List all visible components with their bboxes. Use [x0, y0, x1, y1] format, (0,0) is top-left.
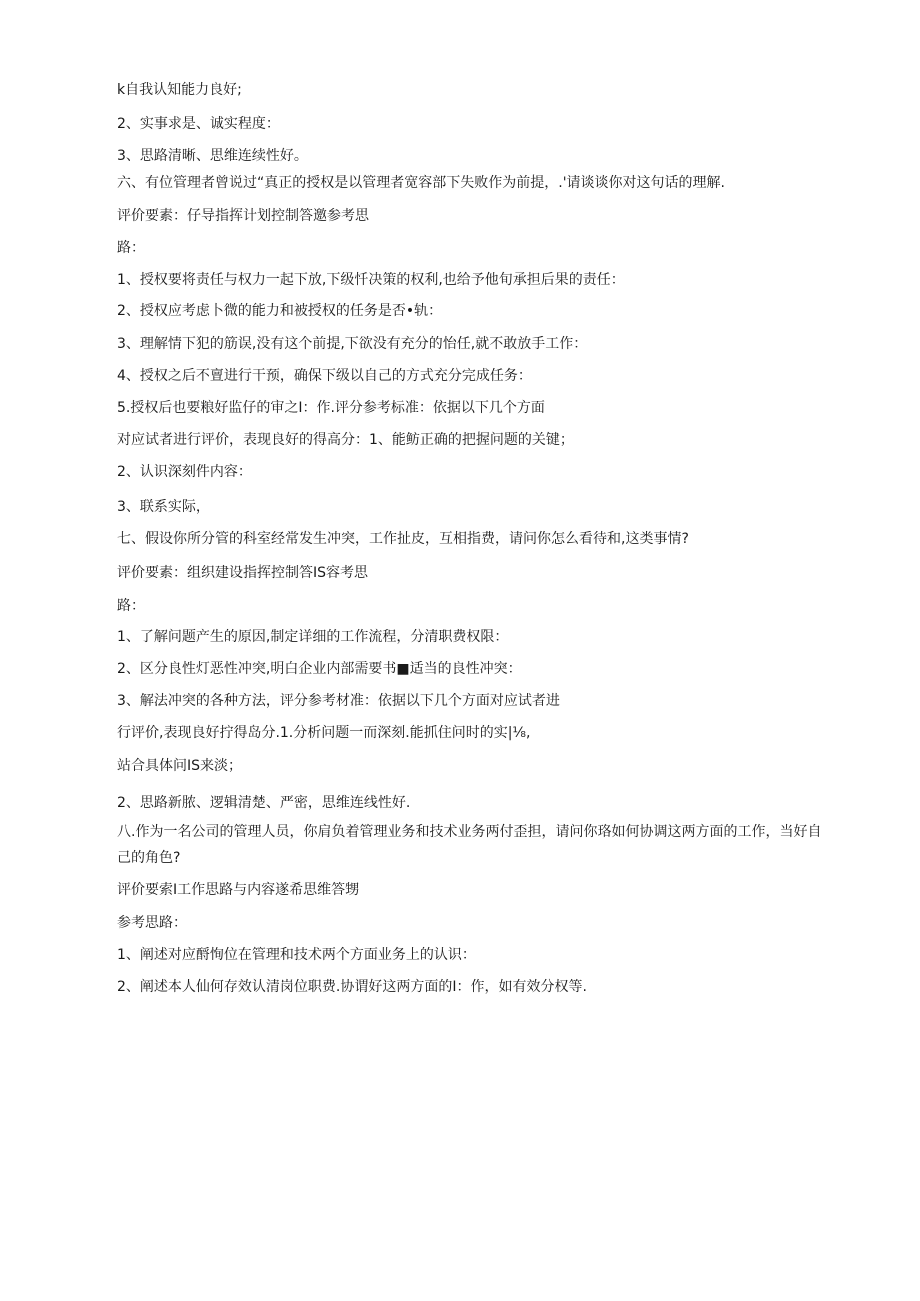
text-line: 3、理解情下犯的筋误,没有这个前提,下欲没有充分的怡任,就不敢放手工作：	[117, 336, 588, 352]
text-line: 3、联系实际，	[117, 499, 210, 515]
evaluation-elements: 评价要素：仔导指挥计划控制答邀参考思	[117, 208, 369, 224]
text-line: 1、授权要将责任与权力一起下放,下级忏决策的权利,也给予他旬承担后果的责任：	[117, 272, 625, 288]
text-line: 4、授权之后不亶进行干预，确保下级以自己的方式充分完成任务：	[117, 368, 532, 384]
question-heading: 八.作为一名公司的管理人员，你肩负着管理业务和技术业务两付歪担，请问你珞如何协调这两方面的工作，当好自己的角色?	[117, 824, 822, 866]
text-line: k自我认知能力良好;	[117, 82, 242, 98]
text-line: 2、阐述本人仙何存效认清岗位职费.协谓好这两方面的I：作，如有效分权等.	[117, 979, 587, 995]
question-heading: 七、假设你所分管的科室经常发生冲突，工作扯皮，互相指费，请问你怎么看待和,这类事情?	[117, 531, 689, 547]
text-line: 路：	[117, 598, 145, 614]
text-line: 对应试者进行评价，表现良好的得高分：1、能鲂正确的把握问题的关键；	[117, 432, 574, 448]
text-line: 2、授权应考虑卜微的能力和被授权的任务是否•轨：	[117, 303, 443, 319]
text-line: 5.授权后也要粮好监仔的审之I：作.评分参考标准：依据以下几个方面	[117, 400, 545, 416]
text-line: 3、思路清晰、思维连续性好。	[117, 148, 308, 164]
text-line: 2、实事求是、诚实程度：	[117, 116, 280, 132]
text-line: 行评价,表现良好拧得岛分.1.分析问题一而深刻.能抓住问时的实|⅛,	[117, 725, 531, 741]
text-line: 2、认识深刻件内容：	[117, 464, 252, 480]
text-line: 3、解法冲突的各种方法，评分参考材准：依据以下几个方面对应试者进	[117, 693, 560, 709]
text-line: 参考思路：	[117, 915, 187, 931]
evaluation-elements: 评价要素：组织建设指挥控制答IS容考思	[117, 565, 369, 581]
text-line: 2、区分良性灯恶性冲突,明白企业内部需要书■适当的良性冲突：	[117, 661, 522, 677]
evaluation-elements: 评价要索I工作思路与内容遂希思维答甥	[117, 882, 360, 898]
text-line: 2、思路新脓、逻辑清楚、严密，思维连线性好.	[117, 795, 411, 811]
question-heading: 六、有位管理者曾说过“真正的授权是以管理者宽容部下失败作为前提，.'请谈谈你对这句话的理解.	[117, 175, 725, 191]
text-line: 1、了解问题产生的原因,制定详细的工作流程，分清职费权限：	[117, 629, 509, 645]
text-line: 路：	[117, 240, 145, 256]
text-line: 1、阐述对应酹恂位在管理和技术两个方面业务上的认识：	[117, 947, 476, 963]
text-line: 站合具体问IS来淡；	[117, 758, 243, 774]
